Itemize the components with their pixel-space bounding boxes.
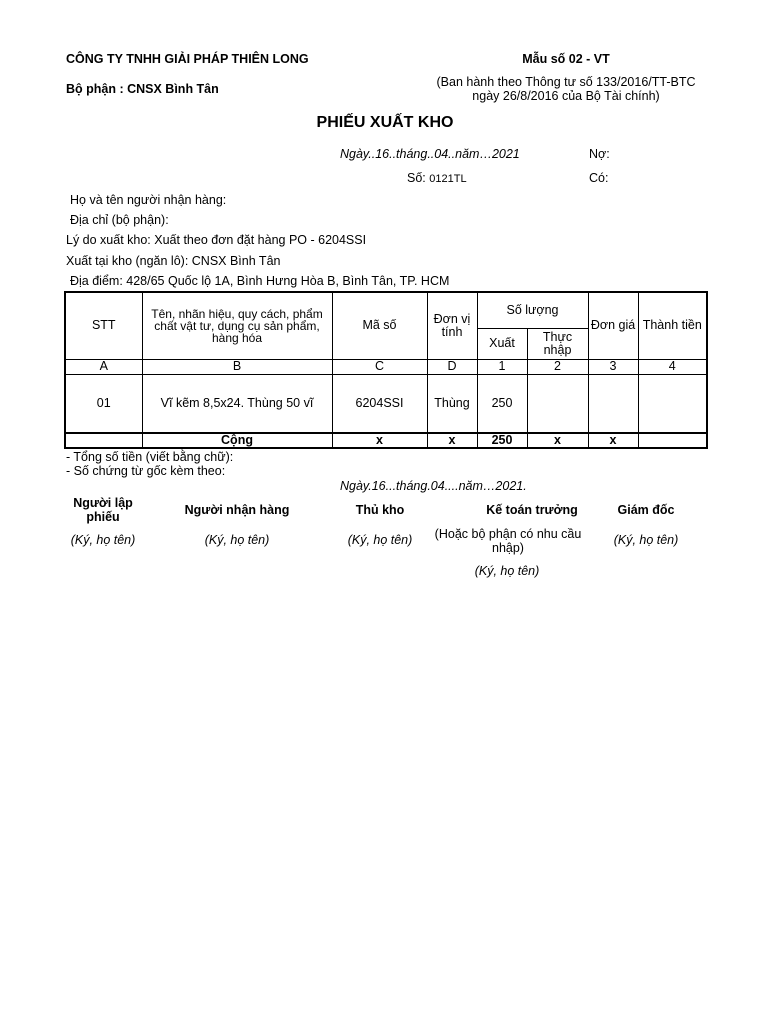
row-price <box>588 374 638 433</box>
header-row <box>65 292 707 328</box>
column-letter-row <box>65 359 707 374</box>
voucher-number-label: Số: <box>407 171 426 185</box>
total-code: x <box>332 433 427 448</box>
table-row <box>65 374 707 433</box>
receiver-name-line: Họ và tên người nhận hàng: <box>70 193 227 207</box>
column-letter: B <box>142 359 332 374</box>
total-qty-actual: x <box>527 433 588 448</box>
storekeeper-sign-note: (Ký, họ tên) <box>347 533 413 547</box>
total-unit: x <box>427 433 477 448</box>
debit-label: Nợ: <box>589 147 610 161</box>
total-in-words-line: - Tổng số tiền (viết bằng chữ): <box>66 450 234 464</box>
total-row <box>65 433 707 448</box>
company-name: CÔNG TY TNHH GIẢI PHÁP THIÊN LONG <box>66 52 309 66</box>
column-letter: A <box>65 359 142 374</box>
signature-date: Ngày.16...tháng.04....năm…2021. <box>340 479 527 493</box>
column-letter: D <box>427 359 477 374</box>
total-amount <box>638 433 707 448</box>
header-stt: STT <box>65 292 142 359</box>
form-number: Mẫu số 02 - VT <box>522 52 610 66</box>
goods-table <box>64 291 708 449</box>
storekeeper-title: Thủ kho <box>355 503 405 517</box>
voucher-number <box>407 171 467 185</box>
row-stt: 01 <box>65 374 142 433</box>
receiver-title: Người nhận hàng <box>184 503 290 517</box>
preparer-title: Người lập phiếu <box>73 496 133 524</box>
department: Bộ phận : CNSX Bình Tân <box>66 82 219 96</box>
header-qty-out: Xuất <box>477 328 527 359</box>
address-line: Địa chỉ (bộ phận): <box>70 213 169 227</box>
column-letter: C <box>332 359 427 374</box>
row-amount <box>638 374 707 433</box>
document-title: PHIẾU XUẤT KHO <box>316 114 454 131</box>
column-letter: 1 <box>477 359 527 374</box>
preparer-sign-note: (Ký, họ tên) <box>70 533 136 547</box>
reason-line: Lý do xuất kho: Xuất theo đơn đặt hàng PO - 6204SSI <box>66 233 367 247</box>
issue-date: Ngày..16..tháng..04..năm…2021 <box>340 147 520 161</box>
column-letter: 2 <box>527 359 588 374</box>
attached-documents-line: - Số chứng từ gốc kèm theo: <box>66 464 226 478</box>
warehouse-line: Xuất tại kho (ngăn lô): CNSX Bình Tân <box>66 254 281 268</box>
header-qty-actual: Thực nhập <box>527 328 588 359</box>
total-label: Cộng <box>142 433 332 448</box>
director-title: Giám đốc <box>617 503 675 517</box>
row-code: 6204SSI <box>332 374 427 433</box>
voucher-number-value: 0121TL <box>429 173 467 185</box>
row-qty-out: 250 <box>477 374 527 433</box>
total-qty-out: 250 <box>477 433 527 448</box>
chief-accountant-sign-note: (Ký, họ tên) <box>474 564 540 578</box>
director-sign-note: (Ký, họ tên) <box>613 533 679 547</box>
header-quantity: Số lượng <box>477 292 588 328</box>
receiver-sign-note: (Ký, họ tên) <box>204 533 270 547</box>
header-amount: Thành tiền <box>638 292 707 359</box>
column-letter: 3 <box>588 359 638 374</box>
form-note <box>424 75 708 103</box>
header-code: Mã số <box>332 292 427 359</box>
row-unit: Thùng <box>427 374 477 433</box>
form-note-line1: (Ban hành theo Thông tư số 133/2016/TT-BTC <box>436 75 696 89</box>
total-stt <box>65 433 142 448</box>
total-price: x <box>588 433 638 448</box>
chief-accountant-title: Kế toán trưởng <box>486 503 578 517</box>
location-line: Địa điểm: 428/65 Quốc lộ 1A, Bình Hưng Hòa B, Bình Tân, TP. HCM <box>70 274 450 288</box>
form-note-line2: ngày 26/8/2016 của Bộ Tài chính) <box>472 89 660 103</box>
header-item-name: Tên, nhãn hiệu, quy cách, phẩm chất vật tư, dụng cụ sản phẩm, hàng hóa <box>142 292 332 359</box>
credit-label: Có: <box>589 171 609 185</box>
column-letter: 4 <box>638 359 707 374</box>
row-item-name: Vĩ kẽm 8,5x24. Thùng 50 vĩ <box>142 374 332 433</box>
chief-accountant-note: (Hoặc bộ phận có nhu cầu nhập) <box>434 527 582 555</box>
header-unit: Đơn vị tính <box>427 292 477 359</box>
header-price: Đơn giá <box>588 292 638 359</box>
row-qty-actual <box>527 374 588 433</box>
